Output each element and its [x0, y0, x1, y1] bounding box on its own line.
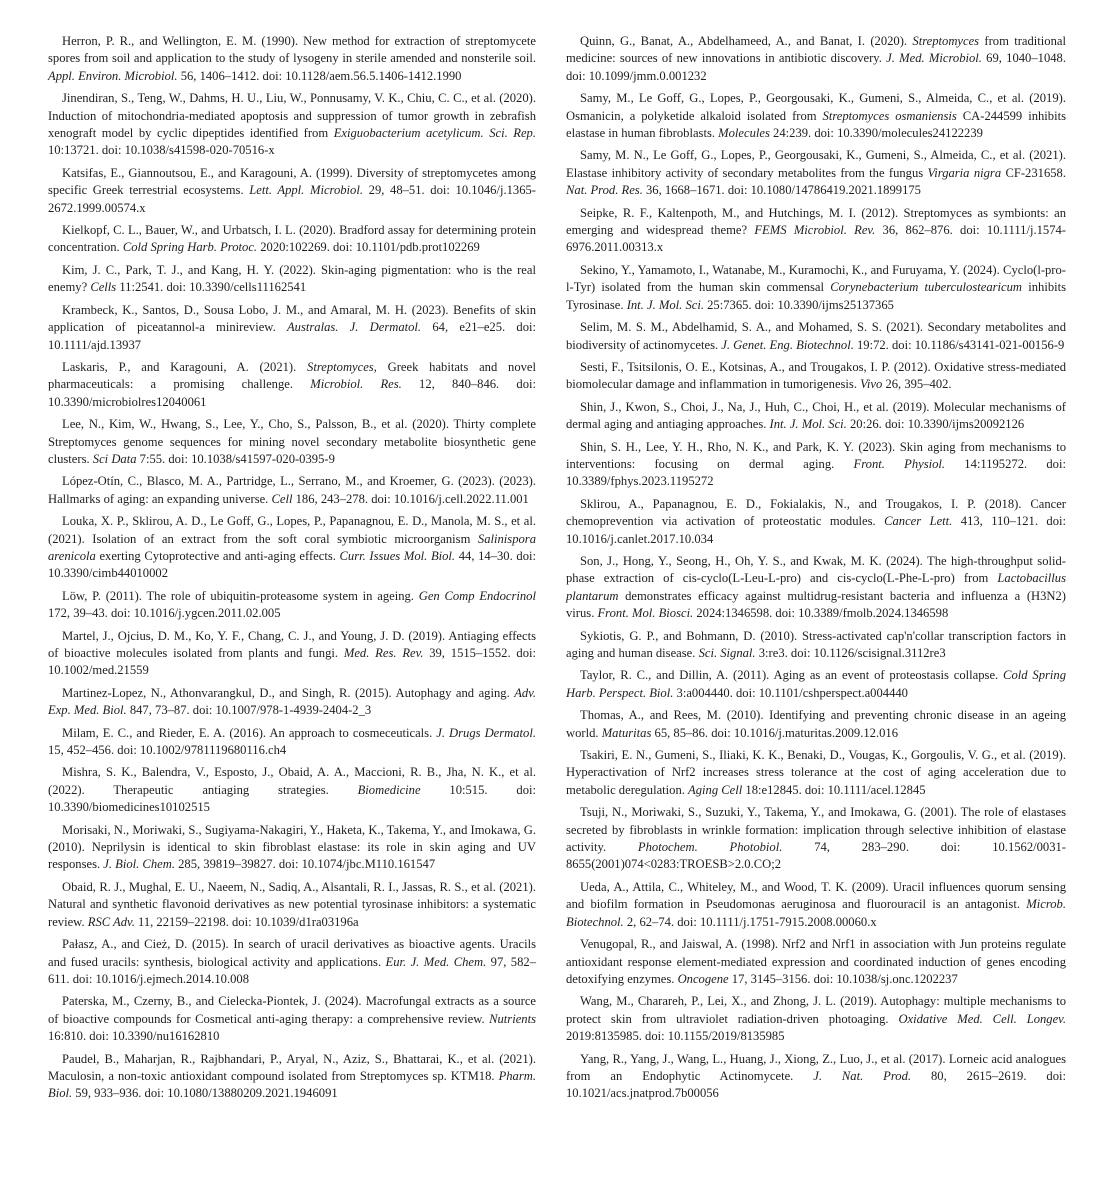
reference-italic-segment: Sci. Signal.: [698, 646, 756, 660]
reference-text-segment: Martinez-Lopez, N., Athonvarangkul, D., and Singh, R. (2015). Autophagy and aging.: [62, 685, 515, 700]
reference-text-segment: Thomas, A., and Rees, M. (2010). Identifying and preventing chronic disease in an ageing world.: [566, 708, 1066, 740]
reference-text-segment: Milam, E. C., and Rieder, E. A. (2016). An approach to cosmeceuticals.: [62, 725, 437, 740]
reference-item: [48, 90, 536, 160]
reference-italic-segment: Sci Data: [92, 451, 137, 466]
reference-item: [566, 1051, 1066, 1103]
reference-item: [566, 667, 1066, 702]
reference-italic-segment: Nutrients: [489, 1011, 536, 1026]
reference-text-segment: Shin, S. H., Lee, Y. H., Rho, N. K., and Park, K. Y. (2023). Skin aging from mechanisms to interventions: focusing on dermal aging.: [566, 439, 1066, 471]
reference-text-segment: Pałasz, A., and Cież, D. (2015). In search of uracil derivatives as bioactive agents. Uracils and fused uracils: synthesis, biological activity and applications.: [48, 937, 536, 969]
reference-text-segment: 18:e12845. doi: 10.1111/acel.12845: [742, 782, 926, 797]
reference-italic-segment: Int. J. Mol. Sci.: [626, 297, 704, 312]
reference-text-segment: 3:a004440. doi: 10.1101/cshperspect.a004440: [673, 685, 908, 700]
reference-item: [48, 513, 536, 583]
reference-item: [48, 764, 536, 816]
reference-text-segment: Seipke, R. F., Kaltenpoth, M., and Hutchings, M. I. (2012). Streptomyces as symbionts: an emerging and widespread theme?: [566, 205, 1066, 238]
reference-text-segment: Venugopal, R., and Jaiswal, A. (1998). Nrf2 and Nrf1 in association with Jun proteins regulate antioxidant response element-mediated expression and coordinated induction of genes encoding detoxifying enzymes.: [566, 937, 1066, 986]
reference-text-segment: Louka, X. P., Sklirou, A. D., Le Goff, G., Lopes, P., Papanagnou, E. D., Manola, M. S., et al. (2021). Isolation of an extract from the soft coral symbiotic microorganism: [48, 514, 536, 546]
reference-text-segment: Son, J., Hong, Y., Seong, H., Oh, Y. S., and Kwak, M. K. (2024). The high-throughput solid-phase extraction of cis-cyclo(L-Leu-L-pro) and cis-cyclo(L-Phe-L-pro) from: [566, 553, 1066, 586]
reference-item: [48, 936, 536, 988]
reference-italic-segment: Aging Cell: [688, 782, 743, 797]
reference-item: [566, 628, 1066, 663]
reference-text-segment: Löw, P. (2011). The role of ubiquitin-proteasome system in ageing.: [62, 588, 419, 603]
reference-text-segment: Samy, M. N., Le Goff, G., Lopes, P., Georgousaki, K., Gumeni, S., Almeida, C., et al. (2021). Elastase inhibitory activity of secondary metabolites from the fungus: [566, 148, 1066, 180]
reference-text-segment: 59, 933–936. doi: 10.1080/13880209.2021.1946091: [72, 1086, 338, 1101]
reference-text-segment: 11, 22159–22198. doi: 10.1039/d1ra03196a: [134, 914, 359, 929]
reference-italic-segment: Front. Physiol.: [853, 456, 946, 471]
reference-italic-segment: Molecules: [718, 126, 770, 141]
reference-item: [48, 588, 536, 623]
reference-item: [566, 359, 1066, 394]
reference-item: [48, 685, 536, 720]
reference-italic-segment: Nat. Prod. Res.: [566, 183, 643, 198]
reference-text-segment: 69, 1040–1048. doi: 10.1099/jmm.0.001232: [566, 51, 1066, 83]
reference-italic-segment: Oxidative Med. Cell. Longev.: [898, 1011, 1066, 1026]
reference-text-segment: inhibits Tyrosinase.: [566, 280, 1067, 312]
reference-text-segment: López-Otín, C., Blasco, M. A., Partridge, L., Serrano, M., and Kroemer, G. (2023). (2023). Hallmarks of aging: an expanding universe.: [48, 474, 536, 506]
reference-text-segment: from traditional medicine: sources of new innovations in antibiotic discovery.: [566, 34, 1066, 66]
reference-item: [48, 822, 536, 874]
reference-text-segment: demonstrates efficacy against multidrug-resistant bacteria and influenza a (H3N2) virus.: [566, 588, 1066, 621]
reference-text-segment: Herron, P. R., and Wellington, E. M. (1990). New method for extraction of streptomycete spores from soil and application to the study of lysogeny in sterile amended and nonsterile soil.: [48, 34, 536, 66]
reference-text-segment: 3:re3. doi: 10.1126/scisignal.3112re3: [755, 646, 946, 660]
reference-text-segment: Kielkopf, C. L., Bauer, W., and Urbatsch, I. L. (2020). Bradford assay for determining protein concentration.: [48, 223, 536, 255]
reference-text-segment: 2020:102269. doi: 10.1101/pdb.prot102269: [257, 240, 480, 255]
reference-item: [566, 262, 1066, 314]
reference-italic-segment: Streptomyces osmaniensis: [822, 108, 957, 123]
reference-item: [566, 879, 1066, 931]
reference-text-segment: 64, e21–e25. doi: 10.1111/ajd.13937: [48, 320, 537, 352]
reference-item: [566, 439, 1066, 491]
reference-item: [566, 936, 1066, 988]
reference-italic-segment: J. Genet. Eng. Biotechnol.: [721, 337, 854, 352]
reference-text-segment: Katsifas, E., Giannoutsou, E., and Karagouni, A. (1999). Diversity of streptomycetes among specific Greek terrestrial ecosystems.: [48, 165, 536, 198]
reference-text-segment: 26, 395–402.: [882, 377, 952, 392]
reference-italic-segment: Pharm. Biol.: [48, 1068, 536, 1101]
reference-text-segment: Tsuji, N., Moriwaki, S., Suzuki, Y., Takema, Y., and Imokawa, G. (2001). The role of elastases secreted by fibroblasts in wrinkle formation: implication through selective inhibition of elastase activity.: [566, 805, 1066, 855]
reference-item: [48, 33, 536, 85]
reference-italic-segment: Microb. Biotechnol.: [566, 897, 1066, 929]
reference-italic-segment: Salinispora arenicola: [48, 531, 536, 563]
reference-text-segment: 74, 283–290. doi: 10.1562/0031-8655(2001)074<0283:TROESB>2.0.CO;2: [566, 840, 1067, 872]
reference-text-segment: Kim, J. C., Park, T. J., and Kang, H. Y. (2022). Skin-aging pigmentation: who is the real enemy?: [48, 262, 536, 295]
reference-text-segment: 16:810. doi: 10.3390/nu16162810: [48, 1029, 220, 1044]
reference-text-segment: 20:26. doi: 10.3390/ijms20092126: [846, 417, 1025, 432]
reference-text-segment: Quinn, G., Banat, A., Abdelhameed, A., and Banat, I. (2020).: [580, 34, 913, 48]
reference-text-segment: 2, 62–74. doi: 10.1111/j.1751-7915.2008.00060.x: [623, 914, 877, 929]
reference-text-segment: Obaid, R. J., Mughal, E. U., Naeem, N., Sadiq, A., Alsantali, R. I., Jassas, R. S., et al. (2021). Natural and synthetic flavonoid derivatives as new potential tyrosinase inhibitors: a systematic review.: [48, 879, 536, 929]
reference-text-segment: 7:55. doi: 10.1038/s41597-020-0395-9: [136, 451, 335, 466]
reference-text-segment: Paudel, B., Maharjan, R., Rajbhandari, P., Aryal, N., Aziz, S., Bhattarai, K., et al. (2021). Maculosin, a non-toxic antioxidant compound isolated from Streptomyces sp. KTM18.: [48, 1051, 536, 1083]
reference-item: [48, 262, 536, 297]
reference-item: [566, 205, 1066, 257]
reference-italic-segment: Med. Res. Rev.: [343, 646, 424, 660]
reference-text-segment: Selim, M. S. M., Abdelhamid, S. A., and Mohamed, S. S. (2021). Secondary metabolites and biodiversity of actinomycetes.: [566, 320, 1066, 352]
reference-italic-segment: Cancer Lett.: [884, 514, 953, 529]
reference-item: [48, 473, 536, 508]
reference-italic-segment: RSC Adv.: [87, 914, 135, 929]
reference-item: [566, 496, 1066, 548]
reference-text-segment: Sklirou, A., Papanagnou, E. D., Fokialakis, N., and Trougakos, I. P. (2018). Cancer chemoprevention via activation of proteostatic modules.: [566, 496, 1066, 529]
reference-item: [566, 553, 1066, 623]
reference-italic-segment: Streptomyces: [912, 34, 980, 48]
reference-text-segment: 172, 39–43. doi: 10.1016/j.ygcen.2011.02.005: [48, 606, 281, 621]
reference-item: [48, 165, 536, 217]
reference-text-segment: , Greek habitats and novel pharmaceuticals: a promising challenge.: [48, 359, 536, 392]
reference-italic-segment: Eur. J. Med. Chem.: [385, 954, 487, 969]
reference-item: [566, 319, 1066, 354]
reference-italic-segment: J. Med. Microbiol.: [886, 51, 982, 66]
reference-text-segment: exerting Cytoprotective and anti-aging effects.: [95, 548, 340, 563]
reference-italic-segment: Corynebacterium tuberculostearicum: [830, 280, 1023, 295]
reference-italic-segment: Lactobacillus plantarum: [566, 571, 1066, 603]
reference-item: [566, 707, 1066, 742]
reference-text-segment: 413, 110–121. doi: 10.1016/j.canlet.2017.10.034: [566, 514, 1067, 546]
reference-item: [48, 222, 536, 257]
reference-italic-segment: J. Biol. Chem.: [103, 857, 175, 872]
references-column-right: [566, 33, 1066, 1108]
reference-text-segment: 80, 2615–2619. doi: 10.1021/acs.jnatprod.7b00056: [566, 1068, 1066, 1101]
reference-italic-segment: Cells: [90, 280, 117, 295]
reference-text-segment: 97, 582–611. doi: 10.1016/j.ejmech.2014.10.008: [48, 954, 536, 986]
reference-italic-segment: Vivo: [860, 377, 883, 392]
reference-text-segment: 10:13721. doi: 10.1038/s41598-020-70516-x: [48, 143, 275, 158]
reference-text-segment: 186, 243–278. doi: 10.1016/j.cell.2022.11.001: [292, 491, 529, 506]
reference-text-segment: Ueda, A., Attila, C., Whiteley, M., and Wood, T. K. (2009). Uracil influences quorum sensing and biofilm formation in Pseudomonas aeruginosa and fluorouracil is an antagonist.: [566, 879, 1066, 912]
reference-text-segment: Morisaki, N., Moriwaki, S., Sugiyama-Nakagiri, Y., Haketa, K., Takema, Y., and Imokawa, G. (2010). Neprilysin is identical to skin fibroblast elastase: its role in skin aging and UV responses.: [48, 822, 536, 872]
reference-item: [48, 359, 536, 411]
reference-item: [566, 90, 1066, 142]
reference-text-segment: Taylor, R. C., and Dillin, A. (2011). Aging as an event of proteostasis collapse.: [580, 668, 1004, 683]
reference-italic-segment: Microbiol. Res.: [310, 377, 402, 392]
reference-italic-segment: Front. Mol. Biosci.: [597, 606, 694, 621]
reference-text-segment: 285, 39819–39827. doi: 10.1074/jbc.M110.161547: [174, 857, 436, 872]
reference-text-segment: Krambeck, K., Santos, D., Sousa Lobo, J. M., and Amaral, M. H. (2023). Benefits of skin application of piceatannol-a minireview.: [48, 302, 536, 335]
reference-text-segment: 25:7365. doi: 10.3390/ijms25137365: [703, 297, 894, 312]
reference-item: [566, 147, 1066, 199]
reference-item: [566, 33, 1066, 85]
reference-text-segment: Sykiotis, G. P., and Bohmann, D. (2010). Stress-activated cap'n'collar transcription factors in aging and human disease.: [566, 628, 1066, 660]
reference-italic-segment: J. Nat. Prod.: [813, 1068, 912, 1083]
reference-text-segment: Wang, M., Charareh, P., Lei, X., and Zhong, J. L. (2019). Autophagy: multiple mechanisms to protect skin from ultraviolet radiation-driven photoaging.: [566, 994, 1066, 1026]
reference-text-segment: 29, 48–51. doi: 10.1046/j.1365-2672.1999.00574.x: [48, 183, 536, 215]
reference-italic-segment: Photochem. Photobiol.: [637, 840, 783, 855]
reference-italic-segment: Cell: [271, 491, 293, 506]
reference-item: [48, 416, 536, 468]
reference-item: [48, 993, 536, 1045]
reference-italic-segment: Exiguobacterium acetylicum. Sci. Rep.: [333, 126, 536, 141]
reference-text-segment: Mishra, S. K., Balendra, V., Esposto, J., Obaid, A. A., Maccioni, R. B., Jha, N. K., et al. (2022). Therapeutic antiaging strategies.: [48, 765, 536, 797]
reference-italic-segment: Maturitas: [601, 725, 652, 740]
reference-text-segment: 19:72. doi: 10.1186/s43141-021-00156-9: [853, 337, 1065, 352]
reference-text-segment: Yang, R., Yang, J., Wang, L., Huang, J., Xiong, Z., Luo, J., et al. (2017). Lorneic acid analogues from an Endophytic Actinomycete.: [566, 1051, 1066, 1083]
reference-italic-segment: Oncogene: [677, 971, 729, 986]
reference-text-segment: Tsakiri, E. N., Gumeni, S., Iliaki, K. K., Benaki, D., Vougas, K., Gorgoulis, V. G., et al. (2019). Hyperactivation of Nrf2 increases stress tolerance at the cost of aging acceleration due to metabolic deregulation.: [566, 748, 1066, 797]
reference-item: [48, 628, 536, 680]
reference-item: [48, 879, 536, 931]
reference-italic-segment: Virgaria nigra: [927, 165, 1002, 180]
reference-text-segment: 36, 862–876. doi: 10.1111/j.1574-6976.2011.00313.x: [566, 223, 1066, 255]
reference-text-segment: CA-244599 inhibits elastase in human fibroblasts.: [566, 108, 1066, 141]
reference-text-segment: 36, 1668–1671. doi: 10.1080/14786419.2021.1899175: [642, 183, 921, 198]
reference-item: [48, 725, 536, 760]
reference-italic-segment: Curr. Issues Mol. Biol.: [339, 548, 456, 563]
reference-text-segment: 44, 14–30. doi: 10.3390/cimb44010002: [48, 548, 536, 581]
reference-text-segment: 39, 1515–1552. doi: 10.1002/med.21559: [48, 646, 536, 678]
reference-italic-segment: Cold Spring Harb. Protoc.: [122, 240, 258, 255]
reference-item: [566, 747, 1066, 799]
reference-italic-segment: Streptomyces: [307, 359, 374, 374]
reference-item: [566, 399, 1066, 434]
reference-item: [48, 302, 536, 354]
reference-text-segment: Paterska, M., Czerny, B., and Cielecka-Piontek, J. (2024). Macrofungal extracts as a source of bioactive compounds for Cosmetical anti-aging therapy: a comprehensive review.: [48, 994, 536, 1026]
reference-italic-segment: Cold Spring Harb. Perspect. Biol.: [566, 668, 1066, 700]
reference-item: [48, 1051, 536, 1103]
reference-text-segment: 14:1195272. doi: 10.3389/fphys.2023.1195272: [566, 456, 1066, 489]
references-column-left: [48, 33, 536, 1108]
reference-text-segment: Shin, J., Kwon, S., Choi, J., Na, J., Huh, C., Choi, H., et al. (2019). Molecular mechanisms of dermal aging and antiaging approaches.: [566, 399, 1066, 432]
reference-text-segment: Samy, M., Le Goff, G., Lopes, P., Georgousaki, K., Gumeni, S., Almeida, C., et al. (2019). Osmanicin, a polyketide alkaloid isolated from: [566, 91, 1066, 123]
reference-text-segment: 2024:1346598. doi: 10.3389/fmolb.2024.1346598: [693, 606, 949, 621]
reference-text-segment: 56, 1406–1412. doi: 10.1128/aem.56.5.1406-1412.1990: [177, 68, 462, 83]
reference-text-segment: 15, 452–456. doi: 10.1002/9781119680116.ch4: [48, 743, 287, 758]
reference-text-segment: 24:239. doi: 10.3390/molecules24122239: [769, 126, 983, 141]
reference-italic-segment: J. Drugs Dermatol.: [436, 725, 536, 740]
reference-text-segment: Jinendiran, S., Teng, W., Dahms, H. U., Liu, W., Ponnusamy, V. K., Chiu, C. C., et al. (2020). Induction of mitochondria-mediated apoptosis and suppression of tumor growth in zebrafish xenograft model by cyclic dipeptides identified from: [48, 91, 536, 141]
reference-text-segment: Lee, N., Kim, W., Hwang, S., Lee, Y., Cho, S., Palsson, B., et al. (2020). Thirty complete Streptomyces genome sequences for mining novel secondary metabolite biosynthetic gene clusters.: [48, 417, 536, 466]
reference-italic-segment: Biomedicine: [357, 782, 421, 797]
reference-text-segment: 17, 3145–3156. doi: 10.1038/sj.onc.1202237: [728, 971, 958, 986]
reference-text-segment: CF-231658.: [1001, 165, 1066, 180]
reference-text-segment: 2019:8135985. doi: 10.1155/2019/8135985: [566, 1029, 785, 1044]
reference-text-segment: Laskaris, P., and Karagouni, A. (2021).: [62, 359, 308, 374]
reference-text-segment: 65, 85–86. doi: 10.1016/j.maturitas.2009.12.016: [651, 725, 898, 740]
reference-text-segment: Martel, J., Ojcius, D. M., Ko, Y. F., Chang, C. J., and Young, J. D. (2019). Antiaging effects of bioactive molecules isolated from plants and fungi.: [48, 628, 536, 660]
reference-italic-segment: Adv. Exp. Med. Biol.: [48, 685, 536, 718]
reference-text-segment: Sesti, F., Tsitsilonis, O. E., Kotsinas, A., and Trougakos, I. P. (2012). Oxidative stress-mediated biomolecular damage and inflammation in tumorigenesis.: [566, 359, 1066, 392]
reference-italic-segment: FEMS Microbiol. Rev.: [754, 223, 876, 238]
reference-text-segment: 10:515. doi: 10.3390/biomedicines10102515: [48, 782, 536, 815]
reference-text-segment: 847, 73–87. doi: 10.1007/978-1-4939-2404-2_3: [126, 703, 372, 718]
reference-italic-segment: Lett. Appl. Microbiol.: [249, 183, 364, 198]
reference-item: [566, 804, 1066, 874]
reference-italic-segment: Gen Comp Endocrinol: [418, 588, 536, 603]
reference-italic-segment: Australas. J. Dermatol.: [286, 320, 422, 335]
reference-italic-segment: Appl. Environ. Microbiol.: [48, 68, 178, 83]
reference-text-segment: Sekino, Y., Yamamoto, I., Watanabe, M., Kuramochi, K., and Furuyama, Y. (2024). Cyclo(l-pro-l-Tyr) isolated from the human skin commensal: [566, 262, 1066, 295]
reference-italic-segment: Int. J. Mol. Sci.: [769, 417, 847, 432]
reference-item: [566, 993, 1066, 1045]
reference-text-segment: 11:2541. doi: 10.3390/cells11162541: [116, 280, 307, 295]
reference-text-segment: 12, 840–846. doi: 10.3390/microbiolres12040061: [48, 377, 536, 409]
